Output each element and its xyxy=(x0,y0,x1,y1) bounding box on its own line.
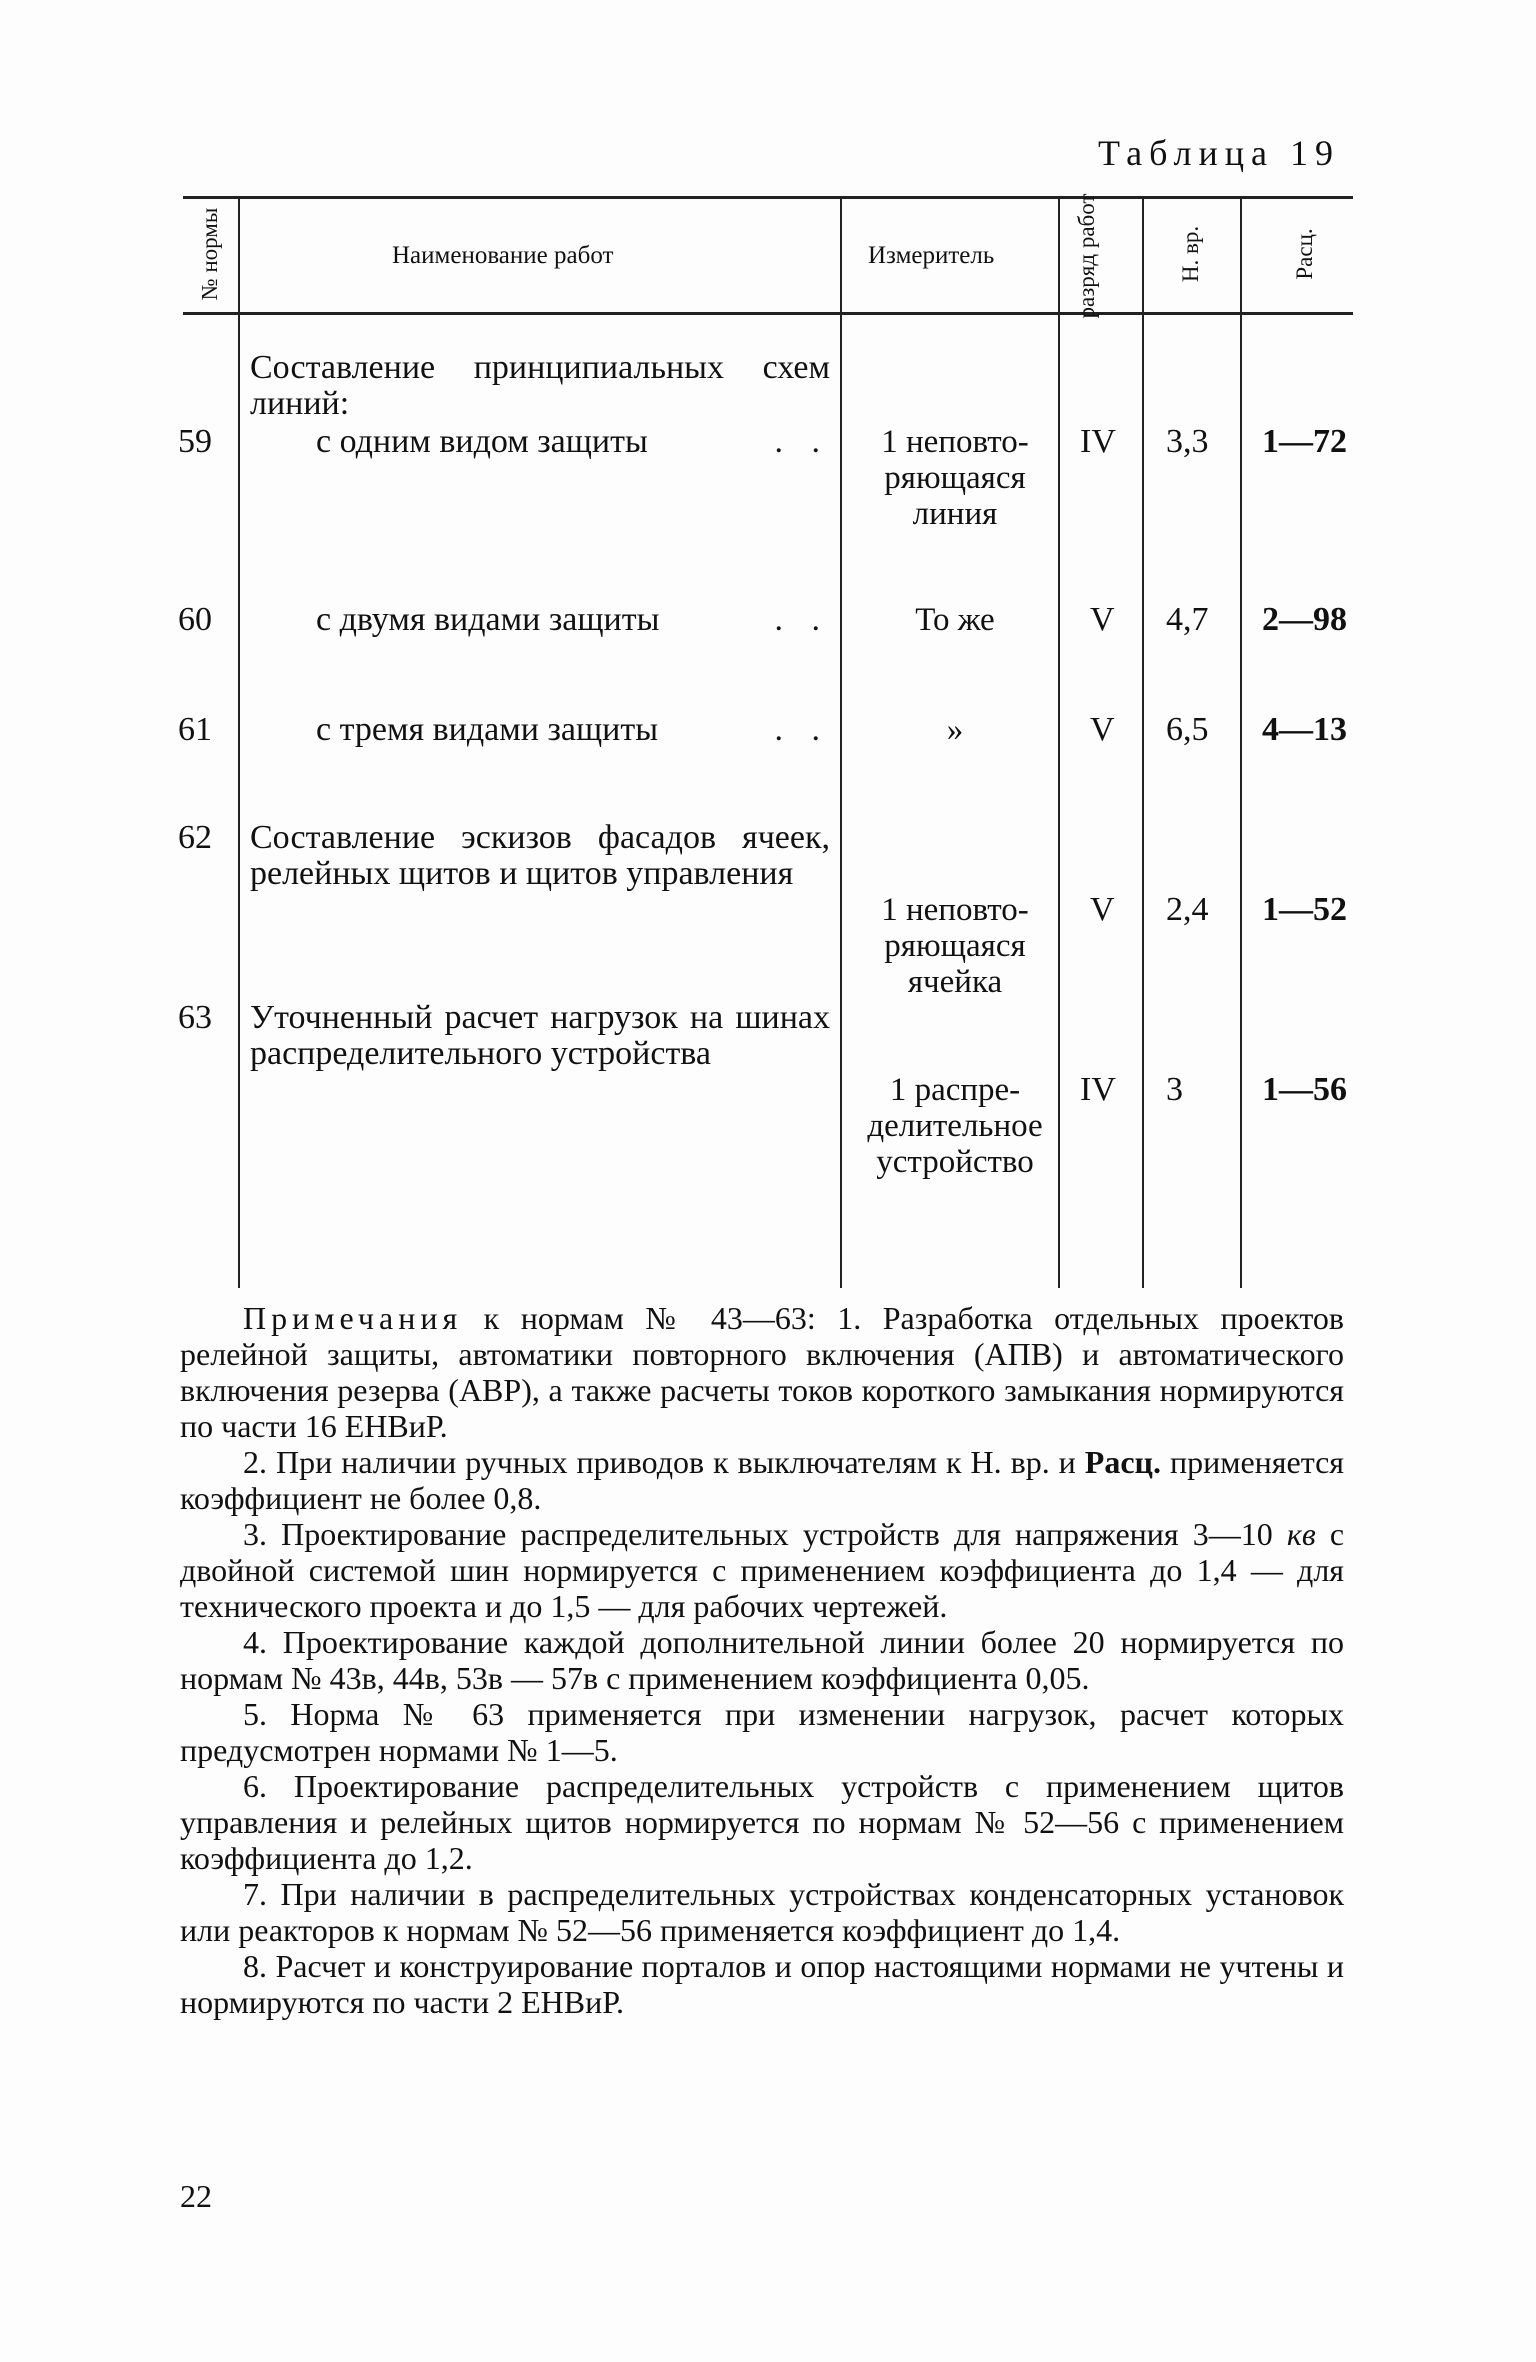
row-name: с двумя видами защиты . . xyxy=(316,601,830,638)
note-2: 2. При наличии ручных приводов к выключателям к Н. вр. и Расц. применяется коэффициент не более 0,8. xyxy=(180,1444,1345,1516)
row-unit: » xyxy=(946,712,964,748)
row-unit: 1 распре-делительное устройство xyxy=(867,1072,1043,1180)
note-5: 5. Норма № 63 применяется при изменении нагрузок, расчет которых предусмотрен нормами № 1—5. xyxy=(180,1696,1344,1768)
row-grade: V xyxy=(1090,601,1115,638)
row-grade: IV xyxy=(1080,1071,1116,1108)
row-time: 4,7 xyxy=(1166,601,1209,638)
page-number: 22 xyxy=(180,2178,212,2214)
row-time: 3 xyxy=(1166,1071,1183,1108)
row-number: 60 xyxy=(178,601,212,638)
header-norm-no: № нормы xyxy=(197,207,222,301)
column-divider xyxy=(238,198,240,1288)
header-rate: Расц. xyxy=(1292,228,1317,280)
row-rate: 2—98 xyxy=(1262,601,1347,638)
header-name: Наименование работ xyxy=(392,242,614,269)
table-caption: Таблица 19 xyxy=(1098,133,1340,173)
column-divider xyxy=(1142,198,1144,1288)
row-unit: То же xyxy=(915,602,995,638)
note-1: Примечания к нормам № 43—63: 1. Разработка отдельных проектов релейной защиты, автоматики повторного включения (АПВ) и автоматического включения резерва (АВР), а также расчеты токов короткого замыкания нормируются по части 16 ЕНВиР. xyxy=(180,1300,1345,1444)
row-rate: 1—52 xyxy=(1262,891,1347,928)
note-6: 6. Проектирование распределительных устройств с применением щитов управления и релейных щитов нормируется по нормам № 52—56 с применением коэффициента до 1,2. xyxy=(180,1768,1344,1876)
row-rate: 4—13 xyxy=(1262,711,1347,748)
row-name: Составление эскизов фасадов ячеек, релейных щитов и щитов управления xyxy=(250,819,830,892)
row-grade: IV xyxy=(1080,423,1116,460)
row-number: 62 xyxy=(178,819,212,856)
row-unit: 1 неповто-ряющаяся линия xyxy=(881,424,1029,532)
row-time: 6,5 xyxy=(1166,711,1209,748)
note-7: 7. При наличии в распределительных устройствах конденсаторных установок или реакторов к нормам № 52—56 применяется коэффициент до 1,4. xyxy=(180,1876,1344,1948)
notes-heading: Примечания xyxy=(243,1300,463,1336)
row-unit: 1 неповто-ряющаяся ячейка xyxy=(881,892,1029,1000)
notes-section xyxy=(180,1300,1344,2020)
table-top-rule xyxy=(183,196,1353,199)
row-number: 61 xyxy=(178,711,212,748)
column-divider xyxy=(840,198,842,1288)
table-header-rule xyxy=(183,312,1353,315)
row-grade: V xyxy=(1090,891,1115,928)
header-grade: разряд работ xyxy=(1074,193,1099,319)
row-time: 3,3 xyxy=(1166,423,1209,460)
column-divider xyxy=(1058,198,1060,1288)
row-number: 63 xyxy=(178,999,212,1036)
row-time: 2,4 xyxy=(1166,891,1209,928)
row-name: с тремя видами защиты . . xyxy=(316,711,830,748)
header-unit: Измеритель xyxy=(868,242,995,269)
column-divider xyxy=(1240,198,1242,1288)
row-name: с одним видом защиты . . xyxy=(316,423,830,460)
header-time: Н. вр. xyxy=(1178,225,1203,283)
note-4: 4. Проектирование каждой дополнительной линии более 20 нормируется по нормам № 43в, 44в, 53в — 57в с применением коэффициента 0,05. xyxy=(180,1624,1344,1696)
row-name: Уточненный расчет нагрузок на шинах распределительного устройства xyxy=(250,999,830,1072)
row-grade: V xyxy=(1090,711,1115,748)
row-group-title: Составление принципиальных схем линий: xyxy=(250,349,830,422)
note-8: 8. Расчет и конструирование порталов и опор настоящими нормами не учтены и нормируются по части 2 ЕНВиР. xyxy=(180,1948,1344,2020)
note-3: 3. Проектирование распределительных устройств для напряжения 3—10 кв с двойной системой шин нормируется с применением коэффициента до 1,4 — для технического проекта и до 1,5 — для рабочих чертежей. xyxy=(180,1516,1345,1624)
row-rate: 1—72 xyxy=(1262,423,1347,460)
row-rate: 1—56 xyxy=(1262,1071,1347,1108)
row-number: 59 xyxy=(178,423,212,460)
